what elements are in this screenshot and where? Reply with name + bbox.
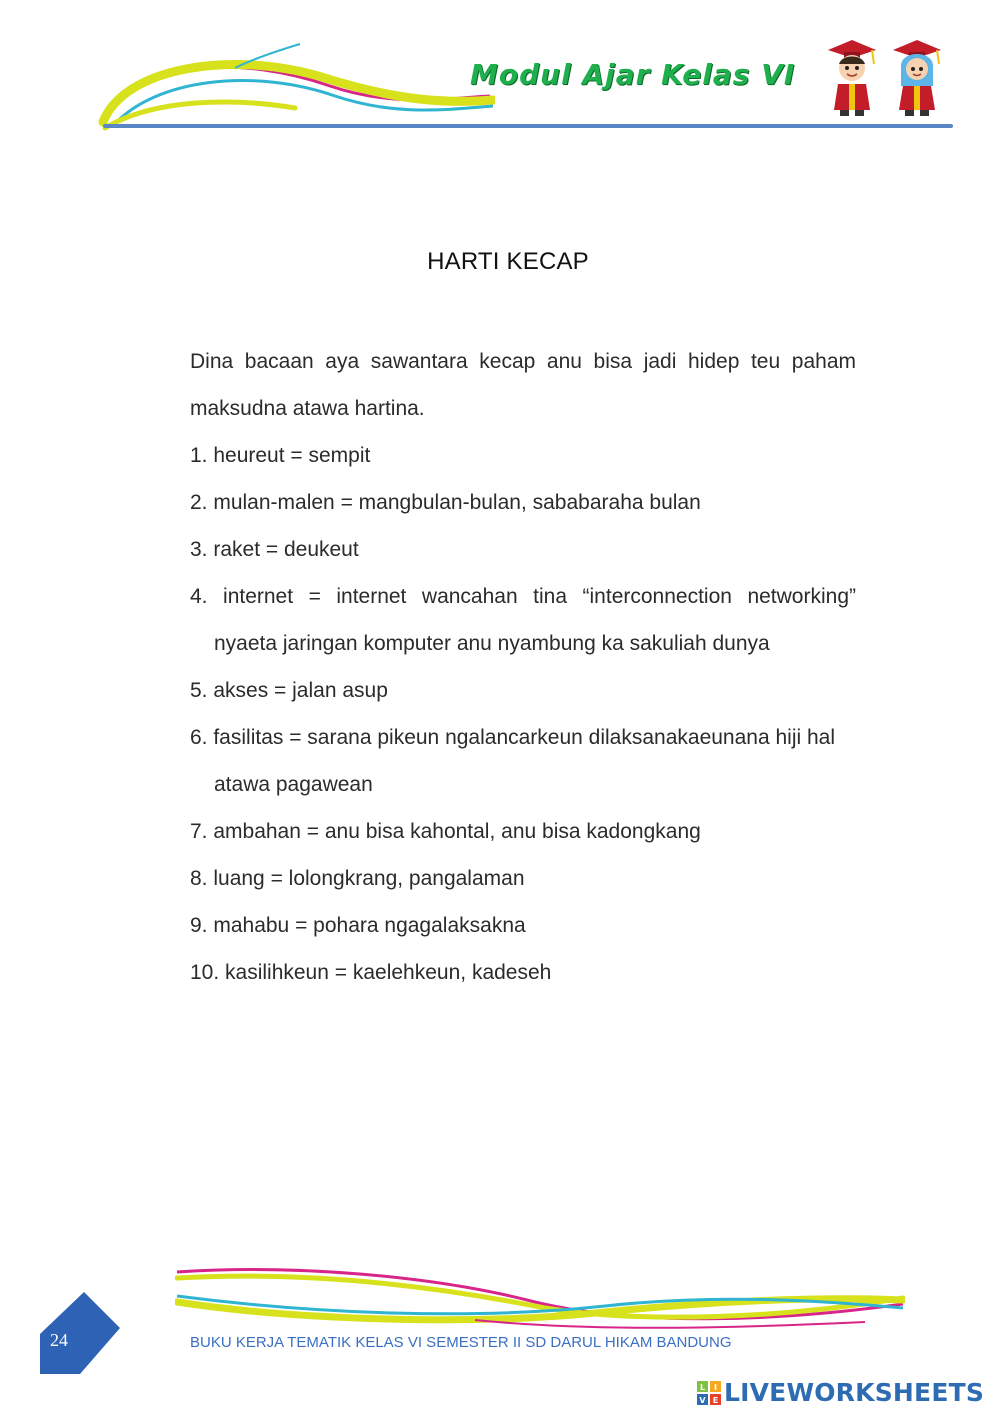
- liveworksheets-logo: [697, 1378, 997, 1408]
- list-item: 3. raket = deukeut: [190, 538, 359, 561]
- document-title: HARTI KECAP: [427, 248, 589, 275]
- list-item: 6. fasilitas = sarana pikeun ngalancarkeun dilaksanakaeunana hiji hal: [190, 726, 836, 749]
- list-item: 4. internet = internet wancahan tina “interconnection networking”: [190, 585, 856, 608]
- list-item-continuation: nyaeta jaringan komputer anu nyambung ka sakuliah dunya: [214, 632, 770, 655]
- liveworksheets-logo-icon: [697, 1381, 721, 1405]
- svg-text:E: E: [712, 1396, 719, 1405]
- svg-text:V: V: [699, 1396, 706, 1405]
- header-rule: [103, 124, 953, 128]
- svg-text:L: L: [699, 1383, 706, 1392]
- header-swoosh-decoration: [95, 38, 495, 133]
- list-item-continuation: atawa pagawean: [214, 773, 373, 796]
- list-item: 1. heureut = sempit: [190, 444, 371, 467]
- list-item: 5. akses = jalan asup: [190, 679, 388, 702]
- list-item: 7. ambahan = anu bisa kahontal, anu bisa kadongkang: [190, 820, 701, 843]
- header-title: Modul Ajar Kelas VI: [470, 58, 796, 91]
- footer-swoosh-decoration: [175, 1262, 905, 1334]
- graduate-boy-mascot-icon: [822, 36, 882, 118]
- intro-line-2: maksudna atawa hartina.: [190, 397, 425, 420]
- list-item: 2. mulan-malen = mangbulan-bulan, sababaraha bulan: [190, 491, 701, 514]
- list-item: 9. mahabu = pohara ngagalaksakna: [190, 914, 526, 937]
- list-item: 10. kasilihkeun = kaelehkeun, kadeseh: [190, 961, 552, 984]
- svg-text:I: I: [714, 1383, 717, 1392]
- footer-text: BUKU KERJA TEMATIK KELAS VI SEMESTER II SD DARUL HIKAM BANDUNG: [190, 1334, 732, 1351]
- page-number: 24: [50, 1330, 68, 1350]
- document-body: [190, 341, 856, 999]
- graduate-girl-mascot-icon: [888, 36, 946, 118]
- liveworksheets-logo-text: LIVEWORKSHEETS: [724, 1378, 985, 1407]
- intro-line-1: Dina bacaan aya sawantara kecap anu bisa jadi hidep teu paham: [190, 350, 856, 373]
- list-item: 8. luang = lolongkrang, pangalaman: [190, 867, 525, 890]
